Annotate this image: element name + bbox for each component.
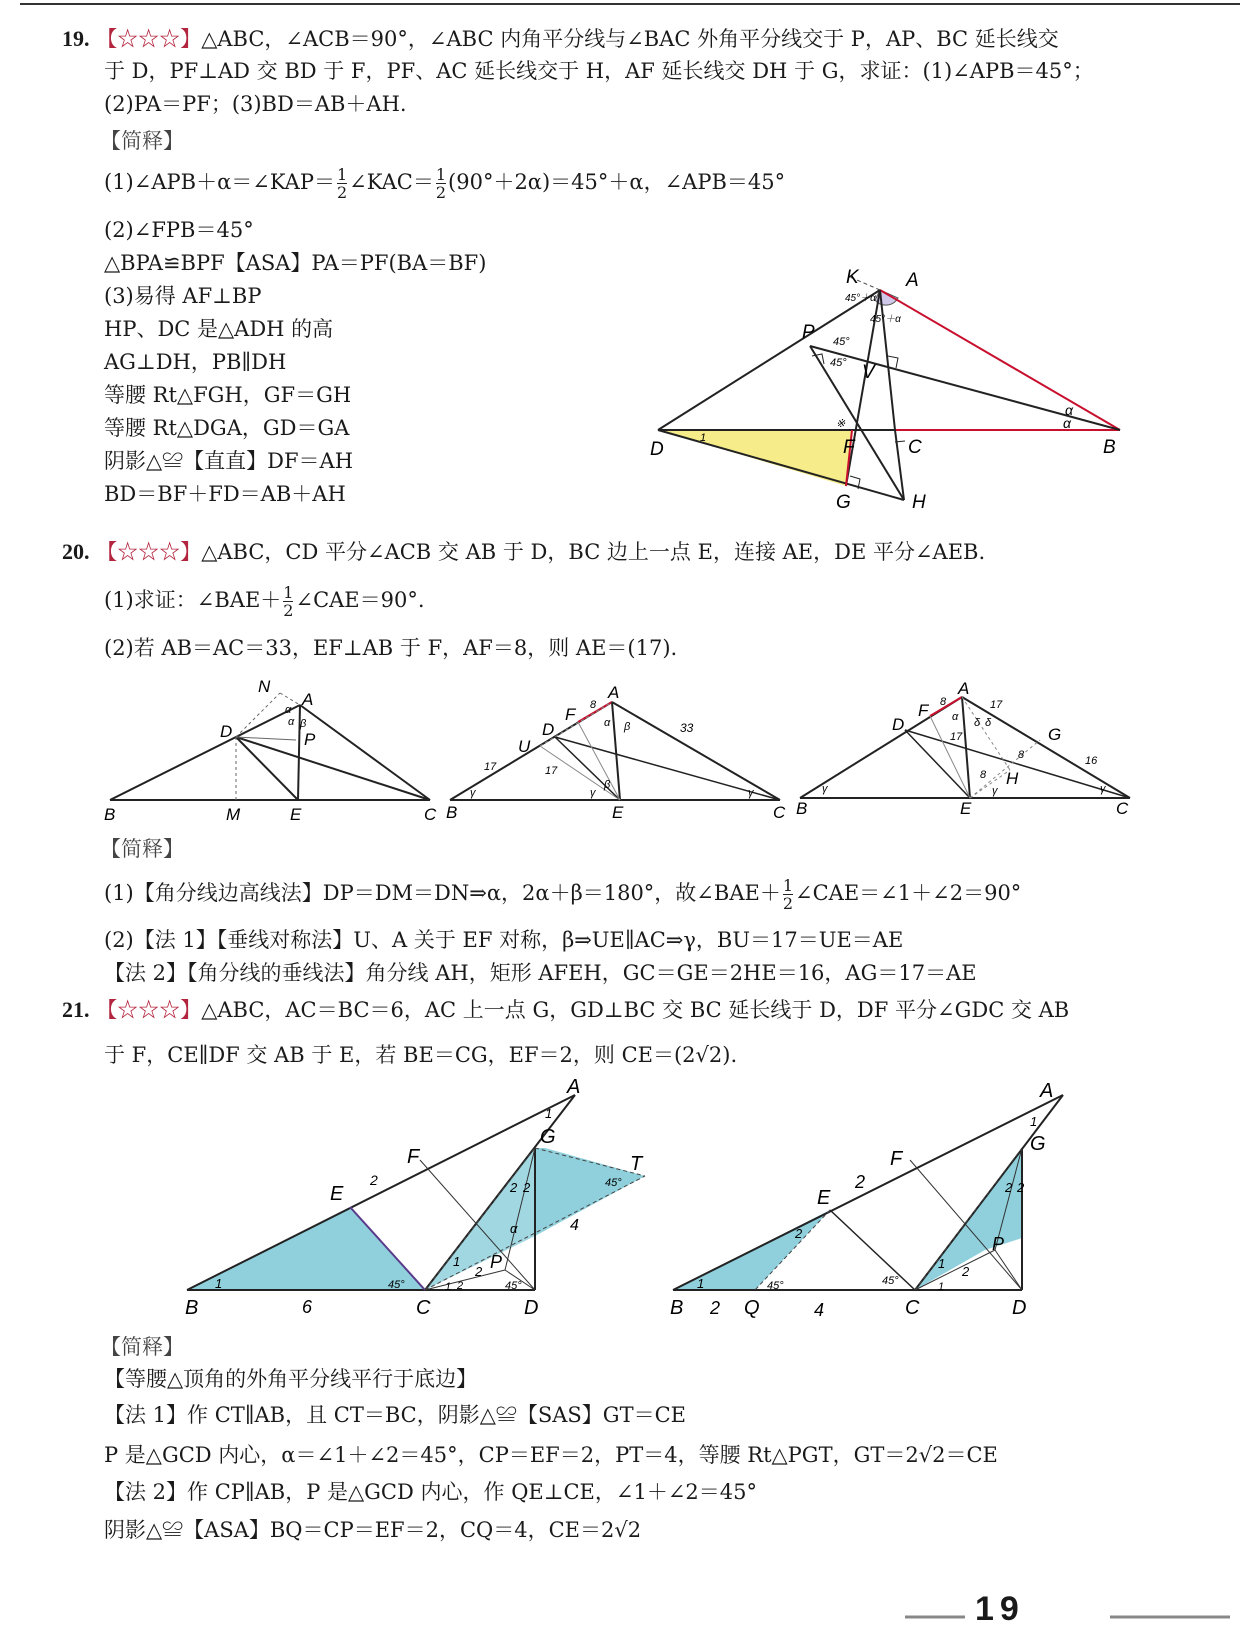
- fig20c-G: G: [1048, 725, 1062, 744]
- fig21a-A: A: [567, 1076, 581, 1098]
- fig19-alpha-2: α: [1063, 415, 1071, 431]
- fig20c-8b: 8: [1018, 749, 1025, 761]
- fig21b-2q: 2: [795, 1226, 803, 1241]
- fig20b-beta2: β: [604, 779, 611, 791]
- q19-stem-line1: [62, 24, 1059, 54]
- fig20a-beta: β: [300, 718, 307, 730]
- fig20c-B: B: [796, 799, 808, 818]
- fig21a-45c: 45°: [388, 1279, 405, 1291]
- fig20c-alpha: α: [952, 711, 959, 723]
- fig20c-H: H: [1006, 769, 1019, 788]
- fig21b-1top: 1: [1030, 1114, 1038, 1129]
- fig20b-D: D: [542, 720, 555, 739]
- q21-number: 21.: [62, 997, 90, 1022]
- fig19-angle-1: 1: [700, 432, 707, 444]
- fig21a-2ef: 2: [370, 1172, 378, 1188]
- fig20c-E: E: [960, 799, 972, 818]
- fig21b-D: D: [1012, 1297, 1027, 1319]
- fig21a-45d: 45°: [505, 1280, 522, 1292]
- fig21a-D: D: [524, 1297, 539, 1319]
- fig20c-gamma3: γ: [1100, 783, 1106, 795]
- fig20a-A: A: [302, 690, 314, 709]
- fig21a-P: P: [490, 1252, 503, 1272]
- q19-stem-line2: 于 D，PF⊥AD 交 BD 于 F，PF、AC 延长线交于 H，AF 延长线交 DH 于 G，求证：(1)∠APB＝45°；: [104, 59, 1094, 83]
- q19-sol1-c: (90°＋2α)＝45°＋α，∠APB＝45°: [448, 170, 786, 194]
- fig20b-17b: 17: [545, 765, 558, 777]
- fig19-label-V: V: [862, 362, 875, 383]
- fig20a-alpha2: α: [288, 716, 295, 728]
- fig19-label-D: D: [650, 439, 664, 460]
- q19-sol5: HP、DC 是△ADH 的高: [104, 317, 334, 341]
- fig20b-C: C: [773, 803, 786, 822]
- q21-sol3: P 是△GCD 内心，α＝∠1＋∠2＝45°，CP＝EF＝2，PT＝4，等腰 Rt△PGT，GT＝2√2＝CE: [104, 1443, 998, 1467]
- fig21a-2c: 2: [475, 1264, 483, 1279]
- fig19-angle-45a-2: 45°＋α: [870, 314, 901, 325]
- fig20a-M: M: [226, 805, 241, 824]
- q20-stars: 【☆☆☆】: [96, 540, 202, 564]
- fig21b-G: G: [1030, 1133, 1046, 1155]
- fig20b-8: 8: [590, 699, 597, 711]
- fig20b-U: U: [518, 737, 531, 756]
- fig21b-B: B: [670, 1297, 684, 1319]
- fig21a-45T: 45°: [605, 1177, 622, 1189]
- fig20c-F: F: [918, 701, 929, 720]
- fig21a-6: 6: [302, 1297, 313, 1317]
- fig19-label-K: K: [846, 267, 859, 288]
- q19-sol1-a: (1)∠APB＋α＝∠KAP＝: [104, 170, 335, 194]
- fig19-angle-45-1: 45°: [833, 336, 850, 348]
- fig20b-A: A: [608, 683, 620, 702]
- q19-sol1-b: ∠KAC＝: [349, 170, 434, 194]
- fig19-mark: ※: [836, 418, 846, 430]
- q20-figure-1: [100, 675, 440, 825]
- fig19-angle-45a-1: 45°＋α: [845, 293, 876, 304]
- q19-figure: [640, 255, 1140, 515]
- fig20a-N: N: [258, 677, 271, 696]
- fig20b-F: F: [565, 705, 576, 724]
- fig20b-gamma3: γ: [748, 787, 754, 799]
- fig19-label-C: C: [908, 437, 922, 458]
- q21-stars: 【☆☆☆】: [96, 998, 202, 1022]
- q21-jianshi: 【简释】: [100, 1335, 184, 1359]
- fig20b-E: E: [612, 803, 624, 822]
- fig21a-2b: 2: [523, 1180, 531, 1195]
- fig21a-1b: 1: [215, 1276, 223, 1291]
- fig20c-C: C: [1116, 799, 1129, 818]
- q20-figure-2: [445, 675, 790, 825]
- fig21b-C: C: [905, 1297, 920, 1319]
- q19-sol2: (2)∠FPB＝45°: [104, 218, 254, 242]
- fig20c-delta2: δ: [985, 717, 992, 729]
- fig21b-1d: 1: [938, 1281, 945, 1293]
- fig21b-P: P: [992, 1234, 1005, 1254]
- fig20c-delta1: δ: [974, 717, 981, 729]
- fig20c-gamma2: γ: [992, 785, 998, 797]
- fig21b-F: F: [890, 1148, 903, 1170]
- q21-sol5: 阴影△≌【ASA】BQ＝CP＝EF＝2，CQ＝4，CE＝2√2: [104, 1518, 642, 1542]
- q19-stars: 【☆☆☆】: [96, 27, 202, 51]
- q19-sol8: 等腰 Rt△DGA，GD＝GA: [104, 416, 350, 440]
- fig20b-gamma2: γ: [590, 787, 596, 799]
- q20-sol3: 【法 2】【角分线的垂线法】角分线 AH，矩形 AFEH，GC＝GE＝2HE＝16，AG＝17＝AE: [104, 961, 977, 985]
- q19-sol3: △BPA≌BPF【ASA】PA＝PF(BA＝BF): [104, 251, 487, 275]
- fig20a-E: E: [290, 805, 302, 824]
- fig20c-17a: 17: [990, 699, 1003, 711]
- q21-figure-2: [665, 1080, 1085, 1320]
- fraction-half: $\frac{1}{2}$: [435, 165, 447, 202]
- fig21b-2ef: 2: [855, 1172, 866, 1192]
- fig21b-2b: 2: [1017, 1180, 1025, 1195]
- fig19-label-G: G: [836, 492, 851, 513]
- fig20c-8a: 8: [940, 696, 947, 708]
- q19-text1: △ABC，∠ACB＝90°，∠ABC 内角平分线与∠BAC 外角平分线交于 P，AP、BC 延长线交: [201, 27, 1059, 51]
- fig20b-B: B: [446, 803, 458, 822]
- fig20c-8c: 8: [980, 769, 987, 781]
- q19-sol6: AG⊥DH，PB∥DH: [104, 350, 287, 374]
- fig19-label-H: H: [912, 492, 926, 513]
- fig20b-beta: β: [624, 721, 631, 733]
- fig19-label-F: F: [843, 437, 855, 458]
- q19-sol4: (3)易得 AF⊥BP: [104, 284, 262, 308]
- fig21b-4: 4: [814, 1300, 825, 1320]
- q19-sol7: 等腰 Rt△FGH，GF＝GH: [104, 383, 352, 407]
- fig21b-1c: 1: [938, 1256, 946, 1271]
- fig21b-2a: 2: [1005, 1180, 1013, 1195]
- q19-jianshi: 【简释】: [100, 129, 184, 153]
- q20-stem-line3: (2)若 AB＝AC＝33，EF⊥AB 于 F，AF＝8，则 AE＝(17).: [104, 636, 678, 660]
- q21-sol2: 【法 1】作 CT∥AB，且 CT＝BC，阴影△≌【SAS】GT＝CE: [104, 1403, 686, 1427]
- q20-figure-3: [795, 675, 1140, 825]
- q19-sol9: 阴影△≌【直直】DF＝AH: [104, 449, 354, 473]
- fig21a-alpha: α: [510, 1221, 518, 1236]
- fig21a-2d: 2: [457, 1280, 464, 1292]
- fig21a-2a: 2: [510, 1180, 518, 1195]
- q21-figure-1: [180, 1076, 650, 1319]
- fig21a-1d: 1: [445, 1281, 452, 1293]
- q20-jianshi: 【简释】: [100, 837, 184, 861]
- fig20c-16: 16: [1085, 755, 1098, 767]
- fig21b-1b: 1: [697, 1276, 705, 1291]
- fig20a-C: C: [424, 805, 437, 824]
- fraction-half: $\frac{1}{2}$: [283, 583, 294, 620]
- fig19-label-A: A: [906, 270, 919, 291]
- fig21b-45q: 45°: [767, 1280, 784, 1292]
- q20-text1: △ABC，CD 平分∠ACB 交 AB 于 D，BC 边上一点 E，连接 AE，DE 平分∠AEB.: [201, 540, 986, 564]
- fig20a-B: B: [104, 805, 116, 824]
- fig20c-gamma1: γ: [822, 783, 828, 795]
- q20-number: 20.: [62, 539, 90, 564]
- q21-sol4: 【法 2】作 CP∥AB，P 是△GCD 内心，作 QE⊥CE，∠1＋∠2＝45°: [104, 1480, 758, 1504]
- fig20b-gamma1: γ: [470, 787, 476, 799]
- q19-number: 19.: [62, 26, 90, 51]
- fig21b-45c: 45°: [882, 1275, 899, 1287]
- fig21b-2bq: 2: [710, 1298, 721, 1318]
- top-rule: [20, 3, 1240, 5]
- fig20a-P: P: [304, 730, 316, 749]
- page-number-decoration: [900, 1600, 1240, 1640]
- page-number: 19: [975, 1590, 1025, 1628]
- fig21a-1top: 1: [545, 1106, 553, 1121]
- fig21a-1c: 1: [453, 1254, 461, 1269]
- q21-text1: △ABC，AC＝BC＝6，AC 上一点 G，GD⊥BC 交 BC 延长线于 D，DF 平分∠GDC 交 AB: [201, 998, 1070, 1022]
- q21-sol1: 【等腰△顶角的外角平分线平行于底边】: [104, 1367, 478, 1391]
- q20-stem-line2: (1)求证：∠BAE＋ $\frac{1}{2}$ ∠CAE＝90°.: [104, 583, 425, 620]
- fig21b-Q: Q: [744, 1297, 760, 1319]
- fraction-half: $\frac{1}{2}$: [782, 876, 794, 913]
- fraction-half: $\frac{1}{2}$: [336, 165, 348, 202]
- q19-sol1: [104, 166, 785, 201]
- fig21a-T: T: [630, 1153, 643, 1175]
- fig20c-17b: 17: [950, 731, 963, 743]
- fig20a-D: D: [220, 722, 233, 741]
- q21-stem-line1: [62, 995, 1069, 1025]
- fig21b-E: E: [817, 1187, 831, 1209]
- fig20c-D: D: [892, 715, 905, 734]
- q19-sol10: BD＝BF＋FD＝AB＋AH: [104, 482, 346, 506]
- q20-stem-line1: [62, 537, 985, 567]
- fig21a-B: B: [185, 1297, 199, 1319]
- fig20b-17a: 17: [484, 761, 497, 773]
- q20-sol1: (1)【角分线边高线法】DP＝DM＝DN⇒α，2α＋β＝180°，故∠BAE＋ $\frac{1}{2}$ ∠CAE＝∠1＋∠2＝90°: [104, 876, 1022, 913]
- fig21a-4: 4: [570, 1217, 579, 1234]
- q21-stem-line2: 于 F，CE∥DF 交 AB 于 E，若 BE＝CG，EF＝2，则 CE＝(2√2).: [104, 1043, 738, 1067]
- q20-sol2: (2)【法 1】【垂线对称法】U、A 关于 EF 对称，β⇒UE∥AC⇒γ，BU＝17＝UE＝AE: [104, 928, 904, 952]
- fig19-label-B: B: [1103, 437, 1116, 458]
- fig19-alpha-1: α: [1065, 402, 1073, 418]
- fig21a-E: E: [330, 1183, 344, 1205]
- fig19-label-P: P: [802, 322, 815, 343]
- fig20c-A: A: [958, 679, 970, 698]
- fig21a-C: C: [416, 1297, 431, 1319]
- fig20a-alpha1: α: [285, 704, 292, 716]
- fig21b-2c: 2: [962, 1264, 970, 1279]
- fig20b-alpha: α: [604, 717, 611, 729]
- fig21a-G: G: [540, 1126, 556, 1148]
- fig20b-33: 33: [680, 721, 694, 735]
- q19-stem-line3: (2)PA＝PF；(3)BD＝AB＋AH.: [104, 92, 407, 116]
- fig19-angle-45-2: 45°: [830, 357, 847, 369]
- fig21b-A: A: [1040, 1080, 1054, 1102]
- fig21a-F: F: [407, 1146, 420, 1168]
